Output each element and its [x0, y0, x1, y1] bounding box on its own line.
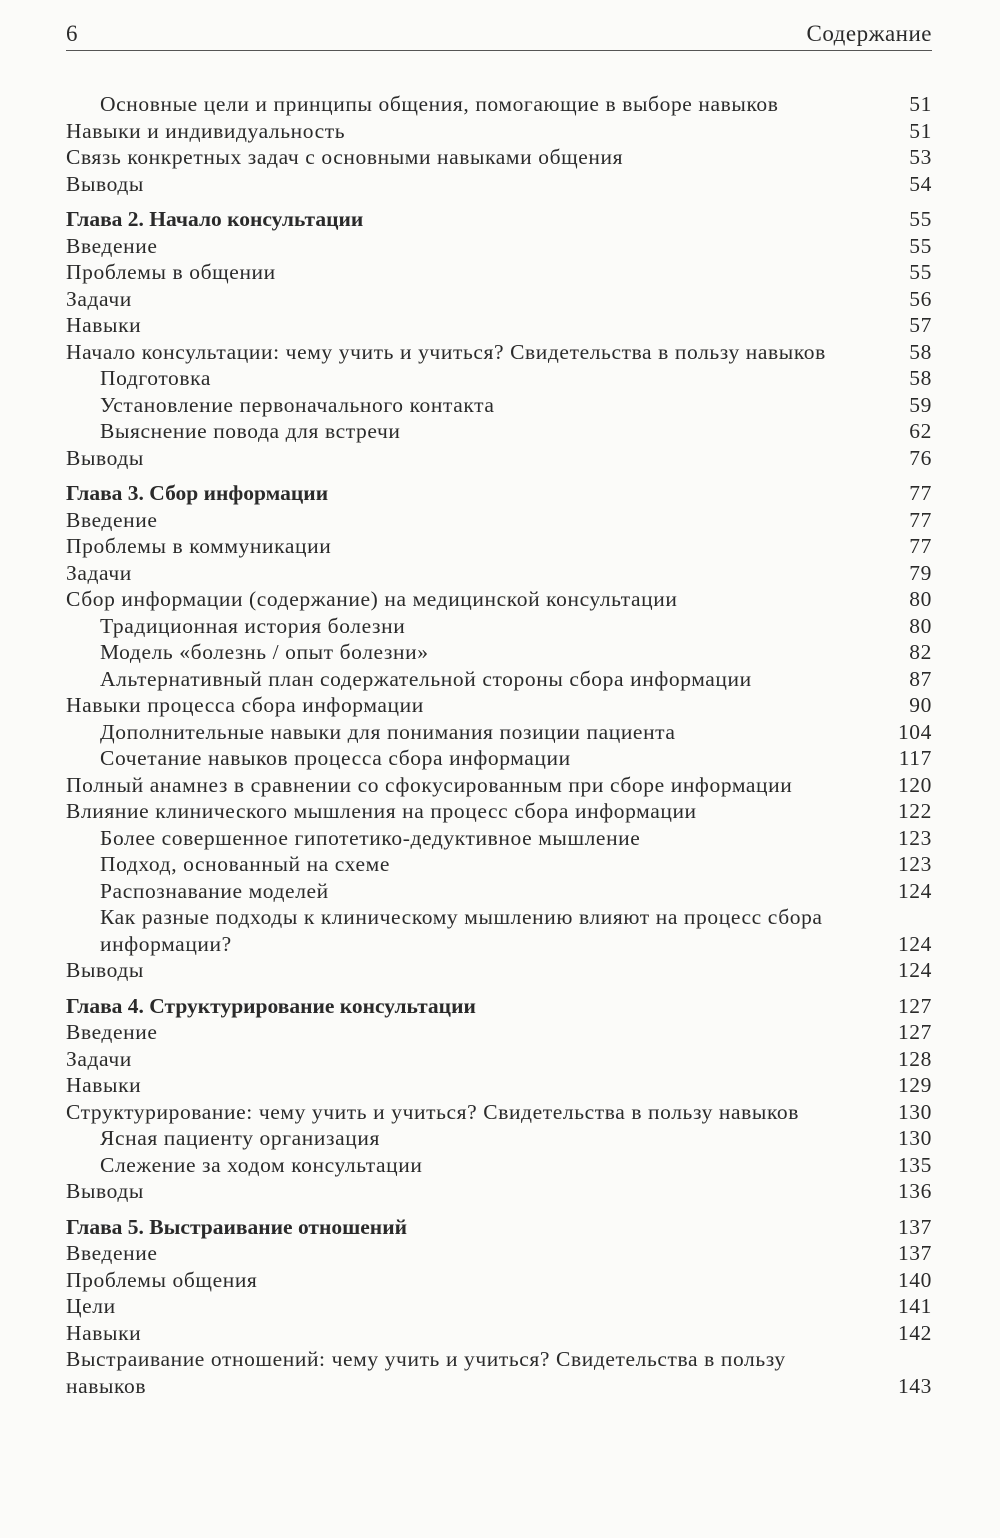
toc-entry: [66, 1099, 932, 1126]
toc-entry-page: 51: [909, 92, 932, 116]
toc-chapter-heading: [66, 1214, 932, 1241]
toc-entry: [66, 1267, 932, 1294]
toc-entry-title: Введение: [66, 233, 158, 258]
toc-entry-title: Цели: [66, 1294, 116, 1318]
toc-entry-page: 127: [897, 993, 932, 1018]
toc-entry: [66, 1320, 932, 1347]
toc-entry-page: 58: [909, 366, 932, 390]
toc-entry: [66, 1046, 932, 1073]
toc-entry: [66, 825, 932, 852]
toc-entry: [66, 392, 932, 419]
toc-entry-title: Связь конкретных задач с основными навыками общения: [66, 145, 624, 169]
toc-entry-page: 104: [897, 719, 932, 744]
toc-entry-page: 124: [897, 878, 932, 903]
toc-chapter-heading: [66, 480, 932, 507]
toc-entry-title: Выяснение повода для встречи: [100, 419, 401, 443]
toc-entry-title: Ясная пациенту организация: [100, 1126, 380, 1150]
toc-entry: [66, 365, 932, 392]
toc-entry: [66, 904, 932, 957]
toc-entry: [66, 666, 932, 693]
toc-entry-page: 137: [897, 1241, 932, 1265]
toc-entry-title: Задачи: [66, 286, 132, 311]
toc-entry: [66, 418, 932, 445]
toc-entry-page: 124: [897, 931, 932, 956]
toc-entry-title: Навыки: [66, 1320, 142, 1345]
toc-entry-page: 120: [897, 772, 932, 797]
toc-entry-page: 77: [909, 481, 932, 505]
toc-entry-page: 62: [909, 419, 932, 443]
toc-entry: [66, 286, 932, 313]
toc-entry-page: 77: [909, 507, 932, 532]
toc-entry-page: 51: [909, 118, 932, 143]
toc-chapter-heading: [66, 993, 932, 1020]
toc-entry-title: Введение: [66, 507, 158, 532]
toc-entry-page: 90: [909, 693, 932, 717]
toc-entry-title: Глава 3. Сбор информации: [66, 481, 329, 505]
toc-entry-title: Сбор информации (содержание) на медицинской консультации: [66, 587, 678, 611]
toc-entry: [66, 1152, 932, 1179]
toc-entry-title: Глава 2. Начало консультации: [66, 207, 364, 231]
toc-entry-title: Глава 4. Структурирование консультации: [66, 993, 476, 1018]
toc-entry-title: Выводы: [66, 445, 144, 470]
toc-entry: [66, 312, 932, 339]
toc-entry: [66, 1125, 932, 1152]
toc-entry-title: Навыки: [66, 313, 142, 337]
toc-entry-title: Выводы: [66, 171, 144, 196]
toc-entry-title: Слежение за ходом консультации: [100, 1152, 423, 1177]
toc-entry: [66, 745, 932, 772]
toc-entry-page: 123: [897, 852, 932, 876]
toc-entry-title: Модель «болезнь / опыт болезни»: [100, 640, 429, 664]
toc-entry-page: 56: [909, 286, 932, 311]
toc-entry-page: 130: [897, 1099, 932, 1124]
toc-entry-page: 127: [897, 1020, 932, 1044]
toc-entry-page: 123: [897, 825, 932, 850]
toc-entry-title: Введение: [66, 1241, 158, 1265]
toc-entry-page: 135: [897, 1152, 932, 1177]
toc-entry-page: 130: [897, 1126, 932, 1150]
toc-entry: [66, 560, 932, 587]
toc-entry: [66, 118, 932, 145]
toc-entry-page: 129: [897, 1073, 932, 1097]
toc-entry-title: Сочетание навыков процесса сбора информации: [100, 746, 571, 770]
toc-entry: [66, 91, 932, 118]
toc-entry-title: Как разные подходы к клиническому мышлению влияют на процесс сбора информации?: [100, 905, 823, 956]
page-title: Содержание: [806, 21, 932, 46]
toc-entry-title: Проблемы в общении: [66, 260, 276, 284]
toc-entry-page: 80: [909, 587, 932, 611]
toc-entry: [66, 171, 932, 198]
toc-entry: [66, 772, 932, 799]
toc-entry-title: Полный анамнез в сравнении со сфокусированным при сборе информации: [66, 772, 793, 797]
toc-entry-title: Дополнительные навыки для понимания позиции пациента: [100, 719, 676, 744]
toc-entry: [66, 259, 932, 286]
toc-entry-page: 136: [897, 1179, 932, 1203]
toc-entry-title: Подход, основанный на схеме: [100, 852, 390, 876]
toc-entry: [66, 533, 932, 560]
toc-entry-page: 117: [898, 746, 932, 770]
toc-entry-page: 82: [909, 640, 932, 664]
page-number: 6: [66, 21, 78, 46]
toc-entry-page: 80: [909, 613, 932, 638]
toc-entry: [66, 144, 932, 171]
toc-entry-page: 58: [909, 339, 932, 364]
toc-entry-title: Распознавание моделей: [100, 878, 329, 903]
toc-entry-page: 76: [909, 445, 932, 470]
toc-entry-title: Проблемы в коммуникации: [66, 534, 332, 558]
toc-entry-page: 140: [897, 1267, 932, 1292]
toc-entry: [66, 586, 932, 613]
toc-entry-title: Задачи: [66, 560, 132, 585]
toc-entry-page: 55: [909, 233, 932, 258]
toc-entry-title: Влияние клинического мышления на процесс сбора информации: [66, 799, 697, 823]
toc-entry-page: 141: [897, 1294, 932, 1318]
toc-entry-page: 53: [909, 145, 932, 169]
toc-entry: [66, 445, 932, 472]
toc-entry-title: Структурирование: чему учить и учиться? Свидетельства в пользу навыков: [66, 1099, 800, 1124]
toc-entry-page: 55: [909, 260, 932, 284]
running-header: [66, 18, 932, 51]
toc-entry: [66, 798, 932, 825]
toc-entry-page: 57: [909, 313, 932, 337]
toc-entry: [66, 1346, 932, 1399]
toc-entry-title: Навыки и индивидуальность: [66, 118, 346, 143]
toc-entry: [66, 613, 932, 640]
toc-entry: [66, 1019, 932, 1046]
toc-entry-page: 124: [897, 958, 932, 982]
toc-entry-page: 79: [909, 560, 932, 585]
toc-entry: [66, 878, 932, 905]
toc-entry: [66, 851, 932, 878]
toc-entry-page: 59: [909, 392, 932, 417]
toc-entry: [66, 1178, 932, 1205]
toc-entry-title: Начало консультации: чему учить и учиться? Свидетельства в пользу навыков: [66, 339, 826, 364]
toc-entry: [66, 1240, 932, 1267]
toc-entry-title: Более совершенное гипотетико-дедуктивное мышление: [100, 825, 641, 850]
toc-entry-title: Выстраивание отношений: чему учить и учиться? Свидетельства в пользу навыков: [66, 1347, 786, 1398]
toc-entry: [66, 719, 932, 746]
toc-entry-page: 54: [909, 171, 932, 196]
toc-entry: [66, 1072, 932, 1099]
toc-entry-title: Выводы: [66, 958, 144, 982]
toc-entry: [66, 507, 932, 534]
toc-entry: [66, 639, 932, 666]
toc-entry-title: Задачи: [66, 1046, 132, 1071]
toc-entry-page: 142: [897, 1320, 932, 1345]
toc-entry-title: Проблемы общения: [66, 1267, 258, 1292]
toc-entry-title: Альтернативный план содержательной стороны сбора информации: [100, 666, 752, 691]
toc-entry: [66, 233, 932, 260]
toc-entry-page: 143: [897, 1373, 932, 1398]
toc-entry-title: Установление первоначального контакта: [100, 392, 495, 417]
toc-entry: [66, 692, 932, 719]
toc-entry: [66, 1293, 932, 1320]
toc-entry-title: Подготовка: [100, 366, 212, 390]
table-of-contents: [66, 91, 932, 1399]
toc-entry-title: Навыки: [66, 1073, 142, 1097]
toc-entry-page: 128: [897, 1046, 932, 1071]
toc-entry-page: 122: [897, 799, 932, 823]
toc-chapter-heading: [66, 206, 932, 233]
toc-entry-title: Навыки процесса сбора информации: [66, 693, 424, 717]
toc-entry-title: Традиционная история болезни: [100, 613, 406, 638]
toc-entry-page: 87: [909, 666, 932, 691]
toc-entry: [66, 339, 932, 366]
toc-entry-page: 77: [909, 534, 932, 558]
toc-entry-page: 55: [909, 207, 932, 231]
toc-entry-page: 137: [897, 1214, 932, 1239]
toc-entry: [66, 957, 932, 984]
toc-entry-title: Выводы: [66, 1179, 144, 1203]
toc-entry-title: Глава 5. Выстраивание отношений: [66, 1214, 407, 1239]
toc-entry-title: Основные цели и принципы общения, помогающие в выборе навыков: [100, 92, 779, 116]
toc-entry-title: Введение: [66, 1020, 158, 1044]
